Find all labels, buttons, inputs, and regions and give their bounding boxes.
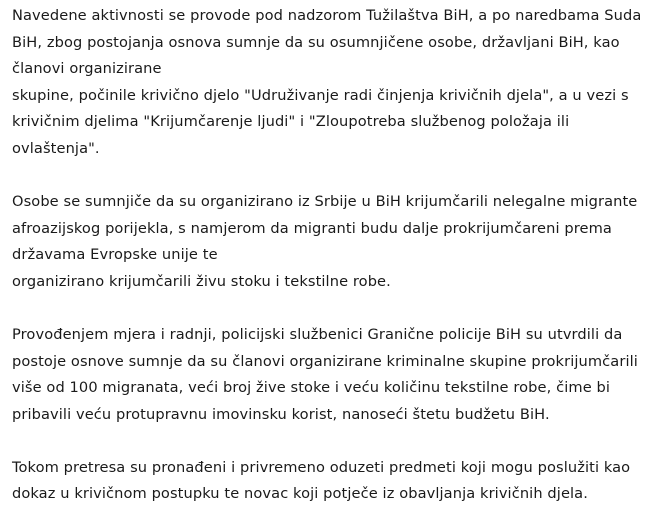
text-line: BiH, zbog postojanja osnova sumnje da su osumnjičene osobe, državljani BiH, kao [12,33,620,51]
text-line: članovi organizirane [12,60,162,78]
text-line: Provođenjem mjera i radnji, policijski službenici Granične policije BiH su utvrdili da [12,325,623,343]
text-line: postoje osnove sumnje da su članovi organizirane kriminalne skupine prokrijumčarili [12,352,638,370]
text-line: Navedene aktivnosti se provode pod nadzorom Tužilaštva BiH, a po naredbama Suda [12,7,642,24]
text-line: skupine, počinile krivično djelo "Udruživanje radi činjenja krivičnih djela", a u vezi s [12,86,629,104]
paragraph-1 [12,0,640,163]
paragraph-spacer [12,428,640,455]
text-line: pribavili veću protupravnu imovinsku korist, nanoseći štetu budžetu BiH. [12,405,550,423]
paragraph-2 [12,189,640,295]
text-line: ovlaštenja". [12,139,100,157]
paragraph-spacer [12,295,640,322]
paragraph-spacer [12,163,640,190]
paragraph-4 [12,455,640,508]
text-line: Osobe se sumnjiče da su organizirano iz Srbije u BiH krijumčarili nelegalne migrante [12,193,638,211]
text-line: državama Evropske unije te [12,246,218,264]
text-line: više od 100 migranata, veći broj žive stoke i veću količinu tekstilne robe, čime bi [12,379,611,397]
text-line: afroazijskog porijekla, s namjerom da migranti budu dalje prokrijumčareni prema [12,219,612,237]
text-line: dokaz u krivičnom postupku te novac koji potječe iz obavljanja krivičnih djela. [12,485,588,503]
text-line: Tokom pretresa su pronađeni i privremeno oduzeti predmeti koji mogu poslužiti kao [12,458,631,476]
text-line: organizirano krijumčarili živu stoku i tekstilne robe. [12,272,391,290]
text-line: krivičnim djelima "Krijumčarenje ljudi" i "Zloupotreba službenog položaja ili [12,113,570,131]
paragraph-3 [12,322,640,428]
